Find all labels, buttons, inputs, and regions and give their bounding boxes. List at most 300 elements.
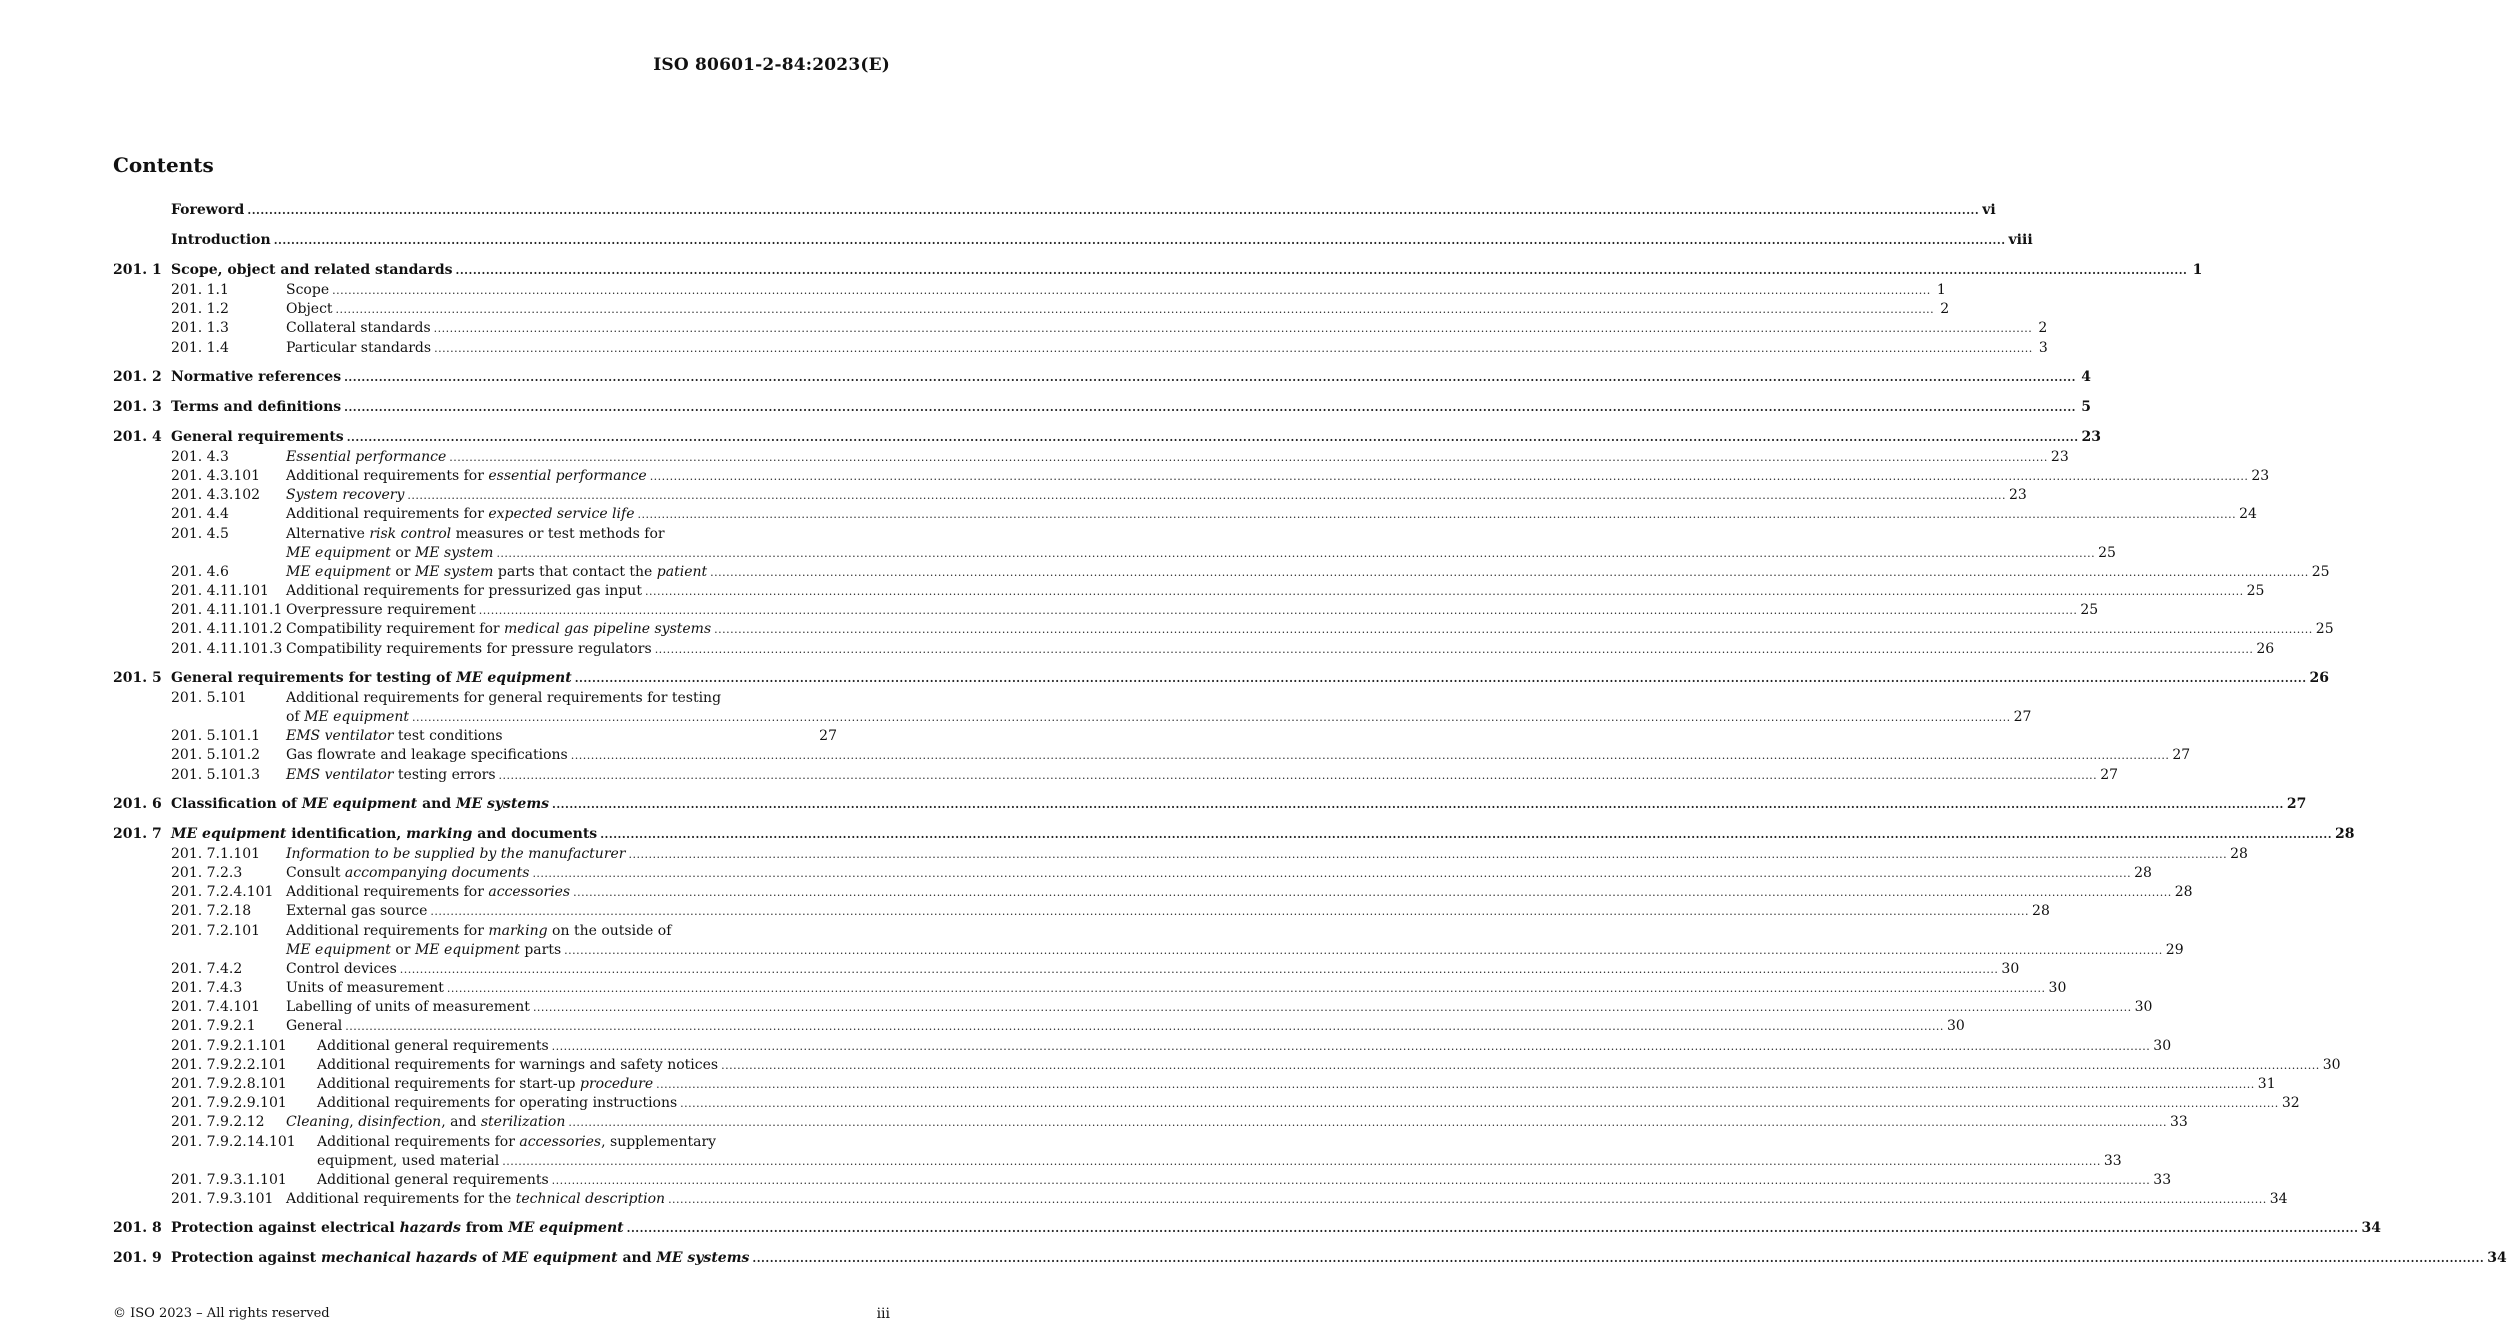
toc-title-segment: sterilization [480,1114,566,1131]
toc-title-segment: Foreword [171,202,245,218]
toc-title-segment: ME equipment [304,709,409,725]
toc-dot-leader: ................................................................................................................................................................................................................................................................................................................................................................................................................ [449,450,2048,464]
table-of-contents [113,200,2507,1269]
toc-entry-title [171,794,549,815]
toc-entry-number: 201. 7.2.3 [171,864,243,881]
toc-entry-number: 201. 4.5 [171,525,229,542]
toc-entry-title [317,1037,549,1056]
toc-subsection-entry[interactable] [113,601,2099,620]
toc-title-segment: risk control [369,525,452,542]
toc-title-segment: ME equipment [286,544,391,561]
toc-entry-number: 201. 7.4.2 [171,960,243,977]
toc-entry-title [286,486,404,505]
toc-section-entry[interactable] [113,1248,2507,1269]
toc-subsection-entry[interactable] [113,1094,2300,1113]
toc-entry-title [286,689,721,708]
toc-section-entry[interactable] [113,260,2203,281]
toc-dot-leader: ................................................................................................................................................................................................................................................................................................................................................................................................................ [344,370,2076,384]
toc-subsection-entry[interactable] [113,300,1950,319]
toc-subsection-entry[interactable] [113,281,1946,300]
toc-page-number: 31 [2257,1076,2276,1092]
toc-title-segment: ME equipment [508,1220,624,1237]
toc-entry-number: 201. 5.101.1 [171,728,261,745]
toc-page-number: 25 [2315,621,2334,638]
toc-subsection-entry[interactable] [113,525,837,544]
toc-entry-number: 201. 7.2.101 [171,922,261,939]
toc-entry-title [286,1017,342,1036]
toc-subsection-entry[interactable] [113,319,2048,338]
toc-subsection-entry[interactable] [113,467,2270,486]
toc-title-segment: Additional requirements for [286,506,489,523]
toc-title-segment: Protection against [171,1250,321,1267]
toc-subsection-entry[interactable] [113,746,2191,765]
toc-entry-title [286,601,476,620]
toc-title-segment: General requirements for testing of [171,669,457,686]
toc-title-segment: and [617,1250,657,1267]
toc-title-segment: from [460,1220,509,1237]
toc-entry-number: 201. 2 [113,368,162,385]
toc-entry-title [286,300,333,319]
toc-entry-number: 201. 1 [113,262,162,278]
toc-subsection-entry[interactable] [113,766,2119,785]
toc-title-segment: marking [488,922,548,939]
toc-title-segment: Gas flowrate and leakage specifications [286,747,568,764]
toc-dot-leader: ................................................................................................................................................................................................................................................................................................................................................................................................................ [532,866,2132,880]
toc-page-number: 5 [2081,398,2091,415]
toc-subsection-entry[interactable] [113,339,2048,358]
toc-subsection-entry[interactable] [113,1056,2341,1075]
toc-entry-number: 201. 7.9.2.14.101 [171,1133,296,1150]
toc-entry-number: 201. 4.11.101.1 [171,602,283,619]
toc-dot-leader: ................................................................................................................................................................................................................................................................................................................................................................................................................ [434,341,2033,355]
toc-entry-number: 201. 4.3 [171,448,229,465]
toc-entry-title [317,1152,499,1171]
toc-page-number: 34 [2269,1191,2288,1208]
toc-title-segment: testing errors [393,766,496,783]
toc-title-segment: accessories [519,1133,602,1150]
toc-page-number: 25 [2098,544,2116,561]
toc-dot-leader: ................................................................................................................................................................................................................................................................................................................................................................................................................ [564,943,2163,957]
toc-title-segment: Additional requirements for general requirements for testing [286,689,722,706]
toc-dot-leader: ................................................................................................................................................................................................................................................................................................................................................................................................................ [344,400,2076,414]
toc-dot-leader: ................................................................................................................................................................................................................................................................................................................................................................................................................ [721,1058,2320,1072]
toc-entry-title [317,1094,677,1113]
toc-entry-title [286,845,626,864]
toc-entry-title [286,525,665,544]
toc-page-number: 23 [2251,467,2270,484]
toc-page-number: 28 [2230,845,2248,862]
toc-title-segment: parts [519,941,562,958]
toc-title-segment: ME systems [456,795,550,812]
toc-subsection-entry[interactable] [113,960,2020,979]
toc-entry-number: 201. 4.11.101 [171,583,269,600]
toc-dot-leader: ................................................................................................................................................................................................................................................................................................................................................................................................................ [407,489,2007,503]
toc-title-segment: , and [441,1114,481,1131]
toc-dot-leader: ................................................................................................................................................................................................................................................................................................................................................................................................................ [273,234,2006,247]
toc-title-segment: Information to be supplied by the manufacturer [286,845,626,862]
toc-page-number: 3 [2038,339,2048,356]
toc-page-number: 28 [2174,884,2193,901]
toc-title-segment: Additional requirements for [286,467,489,484]
toc-subsection-entry[interactable] [113,922,837,941]
toc-subsection-entry[interactable] [113,486,2027,505]
toc-subsection-entry[interactable] [113,941,2184,960]
toc-subsection-entry[interactable] [113,1133,837,1152]
toc-subsection-entry[interactable] [113,708,2032,727]
toc-entry-title [286,766,496,785]
toc-dot-leader: ................................................................................................................................................................................................................................................................................................................................................................................................................ [649,469,2249,483]
toc-entry-number: 201. 4.11.101.3 [171,640,283,657]
toc-subsection-entry[interactable] [113,864,2152,883]
toc-dot-leader: ................................................................................................................................................................................................................................................................................................................................................................................................................ [502,1154,2101,1168]
toc-section-entry[interactable] [113,230,2033,251]
toc-dot-leader: ................................................................................................................................................................................................................................................................................................................................................................................................................ [656,1078,2255,1091]
toc-title-segment: hazards [399,1220,461,1237]
toc-dot-leader: ................................................................................................................................................................................................................................................................................................................................................................................................................ [644,585,2244,599]
toc-entry-number: 201. 5.101.3 [171,766,261,783]
toc-page-number: 34 [2361,1220,2381,1237]
toc-section-entry[interactable] [113,794,2307,815]
toc-section-entry[interactable] [113,427,2102,448]
toc-title-segment: Control devices [286,960,397,977]
toc-title-segment: Normative references [171,368,342,385]
toc-title-segment: disinfection [358,1114,442,1131]
toc-dot-leader: ................................................................................................................................................................................................................................................................................................................................................................................................................ [433,322,2033,336]
toc-entry-title [286,960,397,979]
toc-title-segment: test conditions [393,728,503,745]
toc-title-segment: Units of measurement [286,980,444,997]
toc-page-number: 1 [1936,282,1946,298]
toc-entry-number: 201. 4.3.102 [171,487,261,504]
toc-title-segment: Additional requirements for operating instructions [317,1095,678,1112]
toc-subsection-entry[interactable] [113,640,2275,659]
toc-entry-title [171,1218,624,1239]
toc-dot-leader: ................................................................................................................................................................................................................................................................................................................................................................................................................ [654,642,2254,656]
toc-entry-number: 201. 1.3 [171,320,229,337]
toc-entry-title [286,319,431,338]
toc-subsection-entry[interactable] [113,727,837,746]
toc-title-segment: and [417,795,456,812]
toc-title-segment: Additional requirements for [317,1133,520,1150]
toc-entry-number: 201. 8 [113,1220,162,1237]
toc-entry-number: 201. 1.4 [171,339,229,356]
toc-title-segment: patient [656,563,708,580]
toc-subsection-entry[interactable] [113,1152,2122,1171]
toc-entry-title [286,864,529,883]
toc-title-segment: Object [286,301,333,318]
toc-entry-number: 201. 4.3.101 [171,467,261,484]
toc-title-segment: External gas source [286,903,428,920]
toc-entry-title [286,998,530,1017]
toc-section-entry[interactable] [113,824,2355,845]
toc-title-segment: parts that contact the [493,563,657,580]
toc-entry-number: 201. 7.9.2.9.101 [171,1095,287,1112]
document-id: ISO 80601-2-84:2023(E) [653,55,890,75]
toc-page-number: 26 [2256,640,2275,657]
toc-entry-title [286,448,446,467]
toc-page-number: 27 [819,728,837,745]
toc-entry-number: 201. 7.1.101 [171,845,261,862]
toc-subsection-entry[interactable] [113,1190,2288,1209]
toc-page-number: 2 [2038,320,2048,337]
toc-title-segment: Classification of [171,795,302,812]
toc-page-number: 28 [2335,825,2355,842]
toc-subsection-entry[interactable] [113,620,2334,639]
toc-entry-title [286,582,642,601]
toc-page-number: 2 [1940,301,1950,318]
toc-dot-leader: ................................................................................................................................................................................................................................................................................................................................................................................................................ [332,284,1931,297]
toc-dot-leader: ................................................................................................................................................................................................................................................................................................................................................................................................................ [600,827,2333,841]
toc-entry-number: 201. 7.9.2.1.101 [171,1037,287,1054]
toc-title-segment: and documents [472,825,598,842]
toc-title-segment: equipment, used material [317,1152,500,1169]
toc-section-entry[interactable] [113,200,1996,221]
toc-title-segment: medical gas pipeline systems [504,621,712,638]
copyright-notice: © ISO 2023 – All rights reserved [113,1306,330,1321]
toc-dot-leader: ................................................................................................................................................................................................................................................................................................................................................................................................................ [714,623,2313,637]
toc-dot-leader: ................................................................................................................................................................................................................................................................................................................................................................................................................ [247,204,1980,217]
toc-title-segment: Labelling of units of measurement [286,999,530,1016]
toc-title-segment: Particular standards [286,339,432,356]
toc-dot-leader: ................................................................................................................................................................................................................................................................................................................................................................................................................ [399,962,1999,976]
toc-page-number: 4 [2081,368,2091,385]
toc-entry-number: 201. 5.101.2 [171,747,261,764]
toc-title-segment: Introduction [171,232,271,248]
toc-entry-title [317,1133,716,1152]
toc-entry-title [286,563,707,582]
toc-title-segment: Consult [286,864,345,881]
toc-page-number: 30 [2153,1037,2172,1054]
toc-title-segment: EMS ventilator [286,728,394,745]
toc-entry-number: 201. 7.9.3.1.101 [171,1171,287,1188]
toc-subsection-entry[interactable] [113,689,837,708]
toc-page-number: 33 [2153,1171,2172,1188]
toc-page-number: 25 [2246,583,2265,600]
toc-dot-leader: ................................................................................................................................................................................................................................................................................................................................................................................................................ [345,1020,1944,1034]
toc-subsection-entry[interactable] [113,505,2257,524]
toc-entry-title [286,727,503,746]
toc-title-segment: Additional requirements for pressurized gas input [286,583,642,600]
toc-entry-number: 201. 7.2.18 [171,903,252,920]
toc-subsection-entry[interactable] [113,1113,2188,1132]
toc-entry-number: 201. 4.6 [171,563,229,580]
toc-title-segment: expected service life [488,506,635,523]
toc-subsection-entry[interactable] [113,1017,1965,1036]
toc-title-segment: procedure [579,1076,654,1092]
toc-title-segment: Cleaning [286,1114,350,1131]
toc-entry-title [317,1056,718,1075]
toc-section-entry[interactable] [113,367,2091,388]
toc-entry-number: 201. 7.4.3 [171,980,243,997]
toc-title-segment: ME equipment [502,1250,618,1267]
toc-dot-leader: ................................................................................................................................................................................................................................................................................................................................................................................................................ [411,711,2011,724]
toc-entry-title [286,979,444,998]
toc-entry-number: 201. 5.101 [171,689,247,706]
toc-entry-number: 201. 9 [113,1250,162,1267]
toc-entry-title [286,902,427,921]
toc-entry-title [286,339,431,358]
toc-title-segment: System recovery [286,487,405,504]
toc-subsection-entry[interactable] [113,448,2069,467]
toc-title-segment: Protection against electrical [171,1220,400,1237]
toc-title-segment: Compatibility requirement for [286,621,505,638]
toc-entry-title [171,668,572,689]
toc-dot-leader: ................................................................................................................................................................................................................................................................................................................................................................................................................ [496,546,2096,560]
toc-subsection-entry[interactable] [113,1037,2172,1056]
toc-page-number: 27 [2100,766,2119,783]
toc-title-segment: EMS ventilator [286,766,394,783]
toc-dot-leader: ................................................................................................................................................................................................................................................................................................................................................................................................................ [570,749,2170,763]
toc-entry-title [286,1113,565,1132]
toc-title-segment: , [349,1114,359,1131]
toc-entry-title [286,746,568,765]
toc-dot-leader: ................................................................................................................................................................................................................................................................................................................................................................................................................ [568,1116,2168,1130]
toc-page-number: 27 [2013,709,2032,725]
toc-entry-title [317,1075,653,1094]
toc-title-segment: ME equipment [414,941,520,958]
toc-dot-leader: ................................................................................................................................................................................................................................................................................................................................................................................................................ [455,264,2188,277]
toc-title-segment: Compatibility requirements for pressure regulators [286,640,652,657]
toc-title-segment: marking [406,825,473,842]
contents-heading: Contents [113,153,214,177]
toc-entry-number: 201. 4.4 [171,506,229,523]
toc-section-entry[interactable] [113,1218,2381,1239]
toc-subsection-entry[interactable] [113,845,2248,864]
toc-page-number: 30 [2134,999,2153,1016]
toc-page-number: 30 [2001,960,2020,977]
toc-entry-number: 201. 3 [113,398,162,415]
toc-entry-number: 201. 7.2.4.101 [171,884,274,901]
toc-entry-title [286,640,652,659]
toc-page-number: 1 [2192,262,2203,278]
toc-dot-leader: ................................................................................................................................................................................................................................................................................................................................................................................................................ [574,671,2307,685]
toc-title-segment: Scope [286,282,330,298]
toc-title-segment: , supplementary [601,1133,717,1150]
toc-title-segment: identification, [286,825,407,842]
toc-page-number: 25 [2311,563,2330,580]
toc-subsection-entry[interactable] [113,1171,2172,1190]
toc-dot-leader: ................................................................................................................................................................................................................................................................................................................................................................................................................ [551,1173,2151,1187]
toc-entry-title [171,230,271,251]
toc-dot-leader: ................................................................................................................................................................................................................................................................................................................................................................................................................ [626,1222,2359,1236]
toc-title-segment: on the outside of [547,922,672,939]
toc-entry-number: 201. 1.1 [171,282,229,298]
toc-page-number: 23 [2050,448,2069,465]
toc-entry-title [171,260,453,281]
toc-title-segment: of [477,1250,503,1267]
toc-subsection-entry[interactable] [113,979,2067,998]
toc-title-segment: Additional requirements for start-up [317,1076,580,1092]
toc-page-number: 28 [2134,864,2152,881]
toc-title-segment: Additional general requirements [317,1037,549,1054]
toc-title-segment: technical description [515,1191,666,1208]
toc-section-entry[interactable] [113,668,2330,689]
toc-title-segment: Additional requirements for the [286,1191,516,1208]
toc-entry-title [317,1171,549,1190]
toc-dot-leader: ................................................................................................................................................................................................................................................................................................................................................................................................................ [552,797,2284,811]
toc-dot-leader: ................................................................................................................................................................................................................................................................................................................................................................................................................ [430,905,2030,919]
toc-title-segment: Additional requirements for [286,884,489,901]
toc-entry-title [286,1190,665,1209]
toc-title-segment: Collateral standards [286,320,431,337]
toc-subsection-entry[interactable] [113,563,2330,582]
toc-subsection-entry[interactable] [113,998,2153,1017]
toc-title-segment: ME equipment [301,795,418,812]
toc-title-segment: ME equipment [286,941,391,958]
toc-title-segment: Alternative [286,525,370,542]
toc-subsection-entry[interactable] [113,1075,2276,1094]
toc-title-segment: Scope, object and related standards [171,262,453,278]
toc-entry-title [286,467,647,486]
toc-title-segment: or [390,544,415,561]
toc-title-segment: or [390,563,415,580]
toc-dot-leader: ................................................................................................................................................................................................................................................................................................................................................................................................................ [628,847,2228,861]
toc-entry-title [286,941,561,960]
toc-dot-leader: ................................................................................................................................................................................................................................................................................................................................................................................................................ [752,1252,2485,1266]
toc-title-segment: General requirements [171,428,344,445]
toc-page-number: 30 [1946,1018,1965,1035]
toc-title-segment: accompanying documents [344,864,530,881]
toc-page-number: 29 [2165,941,2184,958]
toc-page-number: 30 [2048,980,2067,997]
toc-entry-title [286,281,329,300]
toc-entry-title [171,367,341,388]
toc-entry-title [286,883,570,902]
toc-title-segment: ME systems [656,1250,750,1267]
toc-entry-title [171,1248,749,1269]
toc-entry-number: 201. 7.9.2.1 [171,1018,256,1035]
toc-title-segment: accessories [488,884,571,901]
toc-page-number: 28 [2032,903,2050,920]
toc-page-number: 32 [2281,1095,2300,1112]
toc-title-segment: Additional requirements for [286,922,489,939]
toc-entry-number: 201. 4.11.101.2 [171,621,283,638]
toc-page-number: vi [1982,202,1996,218]
toc-subsection-entry[interactable] [113,902,2050,921]
toc-entry-number: 201. 7.9.2.2.101 [171,1056,287,1073]
toc-entry-title [286,620,711,639]
toc-entry-title [171,427,344,448]
toc-entry-title [286,708,409,727]
toc-title-segment: mechanical hazards [320,1250,478,1267]
toc-title-segment: of [286,709,305,725]
toc-subsection-entry[interactable] [113,544,2116,563]
toc-page-number: 27 [2286,795,2307,812]
toc-title-segment: Additional general requirements [317,1171,549,1188]
toc-page-number: 26 [2309,669,2330,686]
toc-entry-number: 201. 7 [113,825,162,842]
toc-dot-leader: ................................................................................................................................................................................................................................................................................................................................................................................................................ [446,982,2046,996]
toc-dot-leader: ................................................................................................................................................................................................................................................................................................................................................................................................................ [532,1001,2132,1015]
toc-dot-leader: ................................................................................................................................................................................................................................................................................................................................................................................................................ [637,508,2237,522]
toc-entry-number: 201. 7.9.2.12 [171,1114,265,1131]
toc-entry-title [171,397,341,418]
toc-entry-number: 201. 1.2 [171,301,229,318]
toc-section-entry[interactable] [113,397,2091,418]
toc-dot-leader: ................................................................................................................................................................................................................................................................................................................................................................................................................ [710,565,2309,579]
toc-page-number: 23 [2081,428,2102,445]
toc-page-number: 30 [2322,1056,2341,1073]
toc-title-segment: Additional requirements for warnings and safety notices [317,1056,719,1073]
toc-page-number: 33 [2170,1114,2188,1131]
toc-entry-title [171,824,597,845]
toc-dot-leader: ................................................................................................................................................................................................................................................................................................................................................................................................................ [335,303,1935,317]
toc-page-number: 34 [2487,1250,2507,1267]
toc-subsection-entry[interactable] [113,883,2193,902]
toc-entry-number: 201. 7.9.3.101 [171,1191,274,1208]
toc-title-segment: ME system [414,563,494,580]
toc-subsection-entry[interactable] [113,582,2265,601]
